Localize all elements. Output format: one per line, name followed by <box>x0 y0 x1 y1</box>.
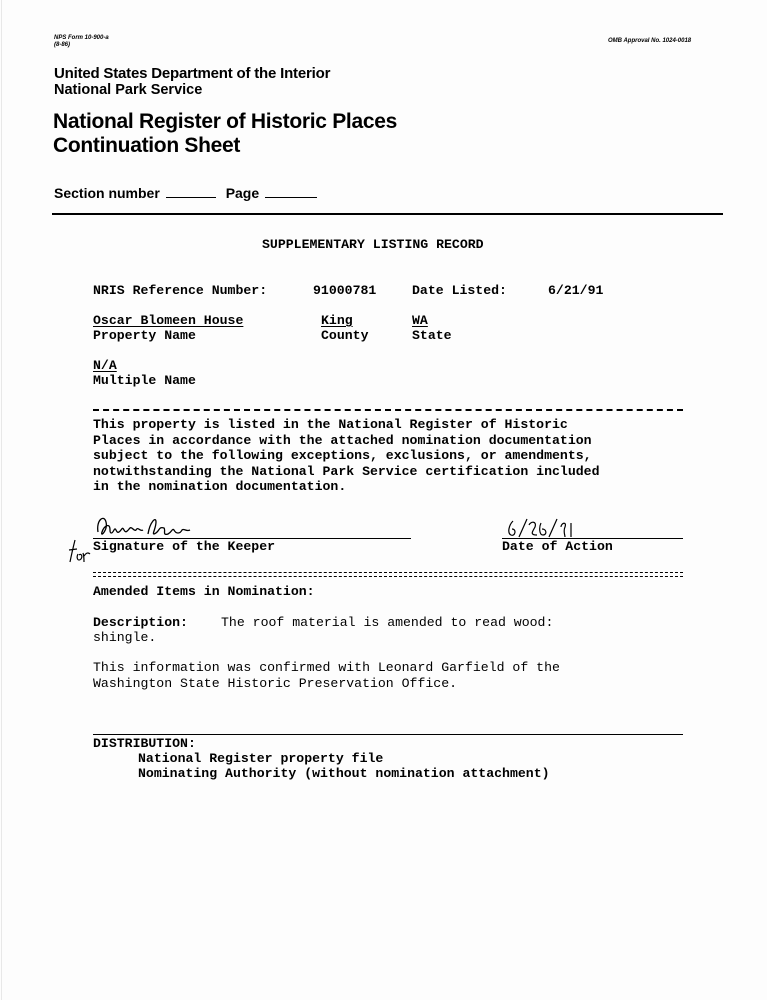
confirmation-line: This information was confirmed with Leonard Garfield of the <box>93 660 560 675</box>
distribution-item: Nominating Authority (without nomination attachment) <box>138 766 550 781</box>
header-rule <box>52 213 723 215</box>
county-label: County <box>321 328 369 343</box>
statement-line: Places in accordance with the attached nomination documentation <box>93 432 592 448</box>
nris-value: 91000781 <box>313 283 377 298</box>
signature-label: Signature of the Keeper <box>93 539 276 554</box>
nris-label: NRIS Reference Number: <box>93 283 268 298</box>
statement-line: notwithstanding the National Park Service certification included <box>93 463 600 479</box>
confirmation-line: Washington State Historic Preservation Office. <box>93 675 458 691</box>
distribution-item: National Register property file <box>138 751 384 766</box>
date-listed-value: 6/21/91 <box>548 283 604 298</box>
section-number-blank <box>166 197 216 198</box>
statement-line: subject to the following exceptions, exclusions, or amendments, <box>93 448 592 463</box>
property-name-label: Property Name <box>93 328 196 343</box>
distribution-rule <box>93 734 683 735</box>
description-label: Description: <box>93 615 188 630</box>
section-page-row <box>54 185 323 201</box>
form-number: NPS Form 10-900-a <box>54 35 109 41</box>
statement-line: in the nomination documentation. <box>93 479 347 494</box>
county-value: King <box>321 313 353 328</box>
department-name: United States Department of the Interior <box>54 65 331 82</box>
dashed-divider-1 <box>93 409 683 411</box>
confirmation-note <box>93 660 560 691</box>
multiple-name-label: Multiple Name <box>93 373 196 388</box>
service-name: National Park Service <box>54 82 203 98</box>
record-heading: SUPPLEMENTARY LISTING RECORD <box>262 237 484 252</box>
date-of-action-label: Date of Action <box>502 539 613 554</box>
state-value: WA <box>412 313 428 328</box>
amended-heading: Amended Items in Nomination: <box>93 584 315 599</box>
distribution-label: DISTRIBUTION: <box>93 736 196 751</box>
omb-approval: OMB Approval No. 1024-0018 <box>608 38 692 44</box>
section-number-label: Section number <box>54 185 160 201</box>
form-title-line1: National Register of Historic Places <box>53 110 397 133</box>
property-name-value: Oscar Blomeen House <box>93 313 244 328</box>
statement-line: This property is listed in the National Register of Historic <box>93 417 568 432</box>
state-label: State <box>412 328 452 343</box>
form-title-line2: Continuation Sheet <box>53 134 241 157</box>
description-line2: shingle. <box>93 630 157 645</box>
double-dashed-divider <box>93 572 683 577</box>
description-line1: The roof material is amended to read wood: <box>221 615 554 630</box>
page-blank <box>265 197 317 198</box>
form-date: (8-86) <box>54 42 71 48</box>
page-label: Page <box>225 185 260 201</box>
listing-statement <box>93 417 599 495</box>
date-listed-label: Date Listed: <box>412 283 507 298</box>
scan-edge <box>1 0 2 1000</box>
multiple-name-value: N/A <box>93 358 117 373</box>
